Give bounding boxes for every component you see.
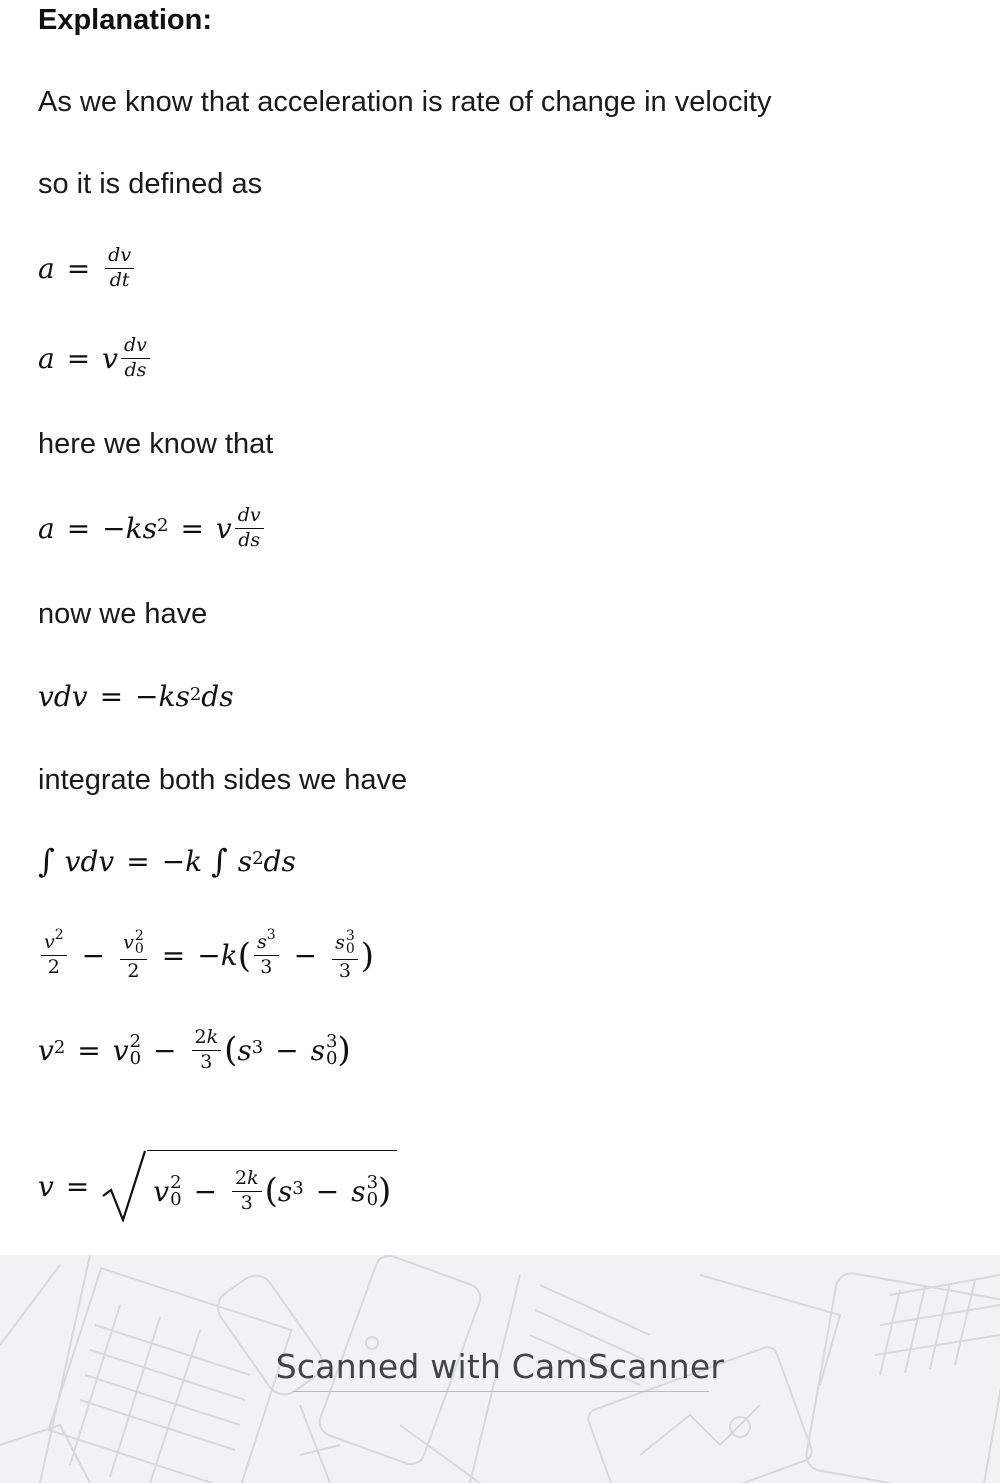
equation-a-dv-dt: a = $\frac{dv}{dt}$ [38, 246, 137, 291]
paragraph-acceleration-definition: As we know that acceleration is rate of change in velocity [38, 86, 772, 118]
camscanner-watermark-text: Scanned with CamScanner [275, 1347, 725, 1386]
equation-v-squared: v $^2$ = v 2 0 − $\frac{2k}{3}$ ( s $^3$ − s 3 0 ) [38, 1026, 351, 1073]
paragraph-integrate: integrate both sides we have [38, 764, 408, 796]
paragraph-here-we-know: here we know that [38, 428, 274, 460]
equation-integrated-result: $\frac{v^2}{2}$ − v 2 0 2 = − k ( $\frac{s^3}{3}$ − s 3 0 3 ) [38, 930, 374, 982]
watermark-underline [293, 1391, 709, 1392]
equation-v-final: v = v 2 0 − $\frac{2k}{3}$ ( s $^3$ − s 3 0 ) [38, 1150, 397, 1222]
radical-sign-icon [101, 1150, 147, 1222]
equation-vdv: vdv = − ks $^2$ ds [38, 680, 234, 713]
explanation-heading: Explanation: [38, 4, 213, 36]
equation-a-neg-ks2: a = − ks $^2$ = v $\frac{dv}{ds}$ [38, 506, 267, 551]
equation-integral: ∫ vdv = − k ∫ s $^2$ ds [38, 842, 296, 880]
equation-a-v-dv-ds: a = v $\frac{dv}{ds}$ [38, 336, 153, 381]
paragraph-defined-as: so it is defined as [38, 168, 263, 200]
paragraph-now-we-have: now we have [38, 598, 208, 630]
square-root: v 2 0 − $\frac{2k}{3}$ ( s $^3$ − s 3 0 ) [101, 1150, 397, 1222]
camscanner-footer [0, 1255, 1000, 1483]
